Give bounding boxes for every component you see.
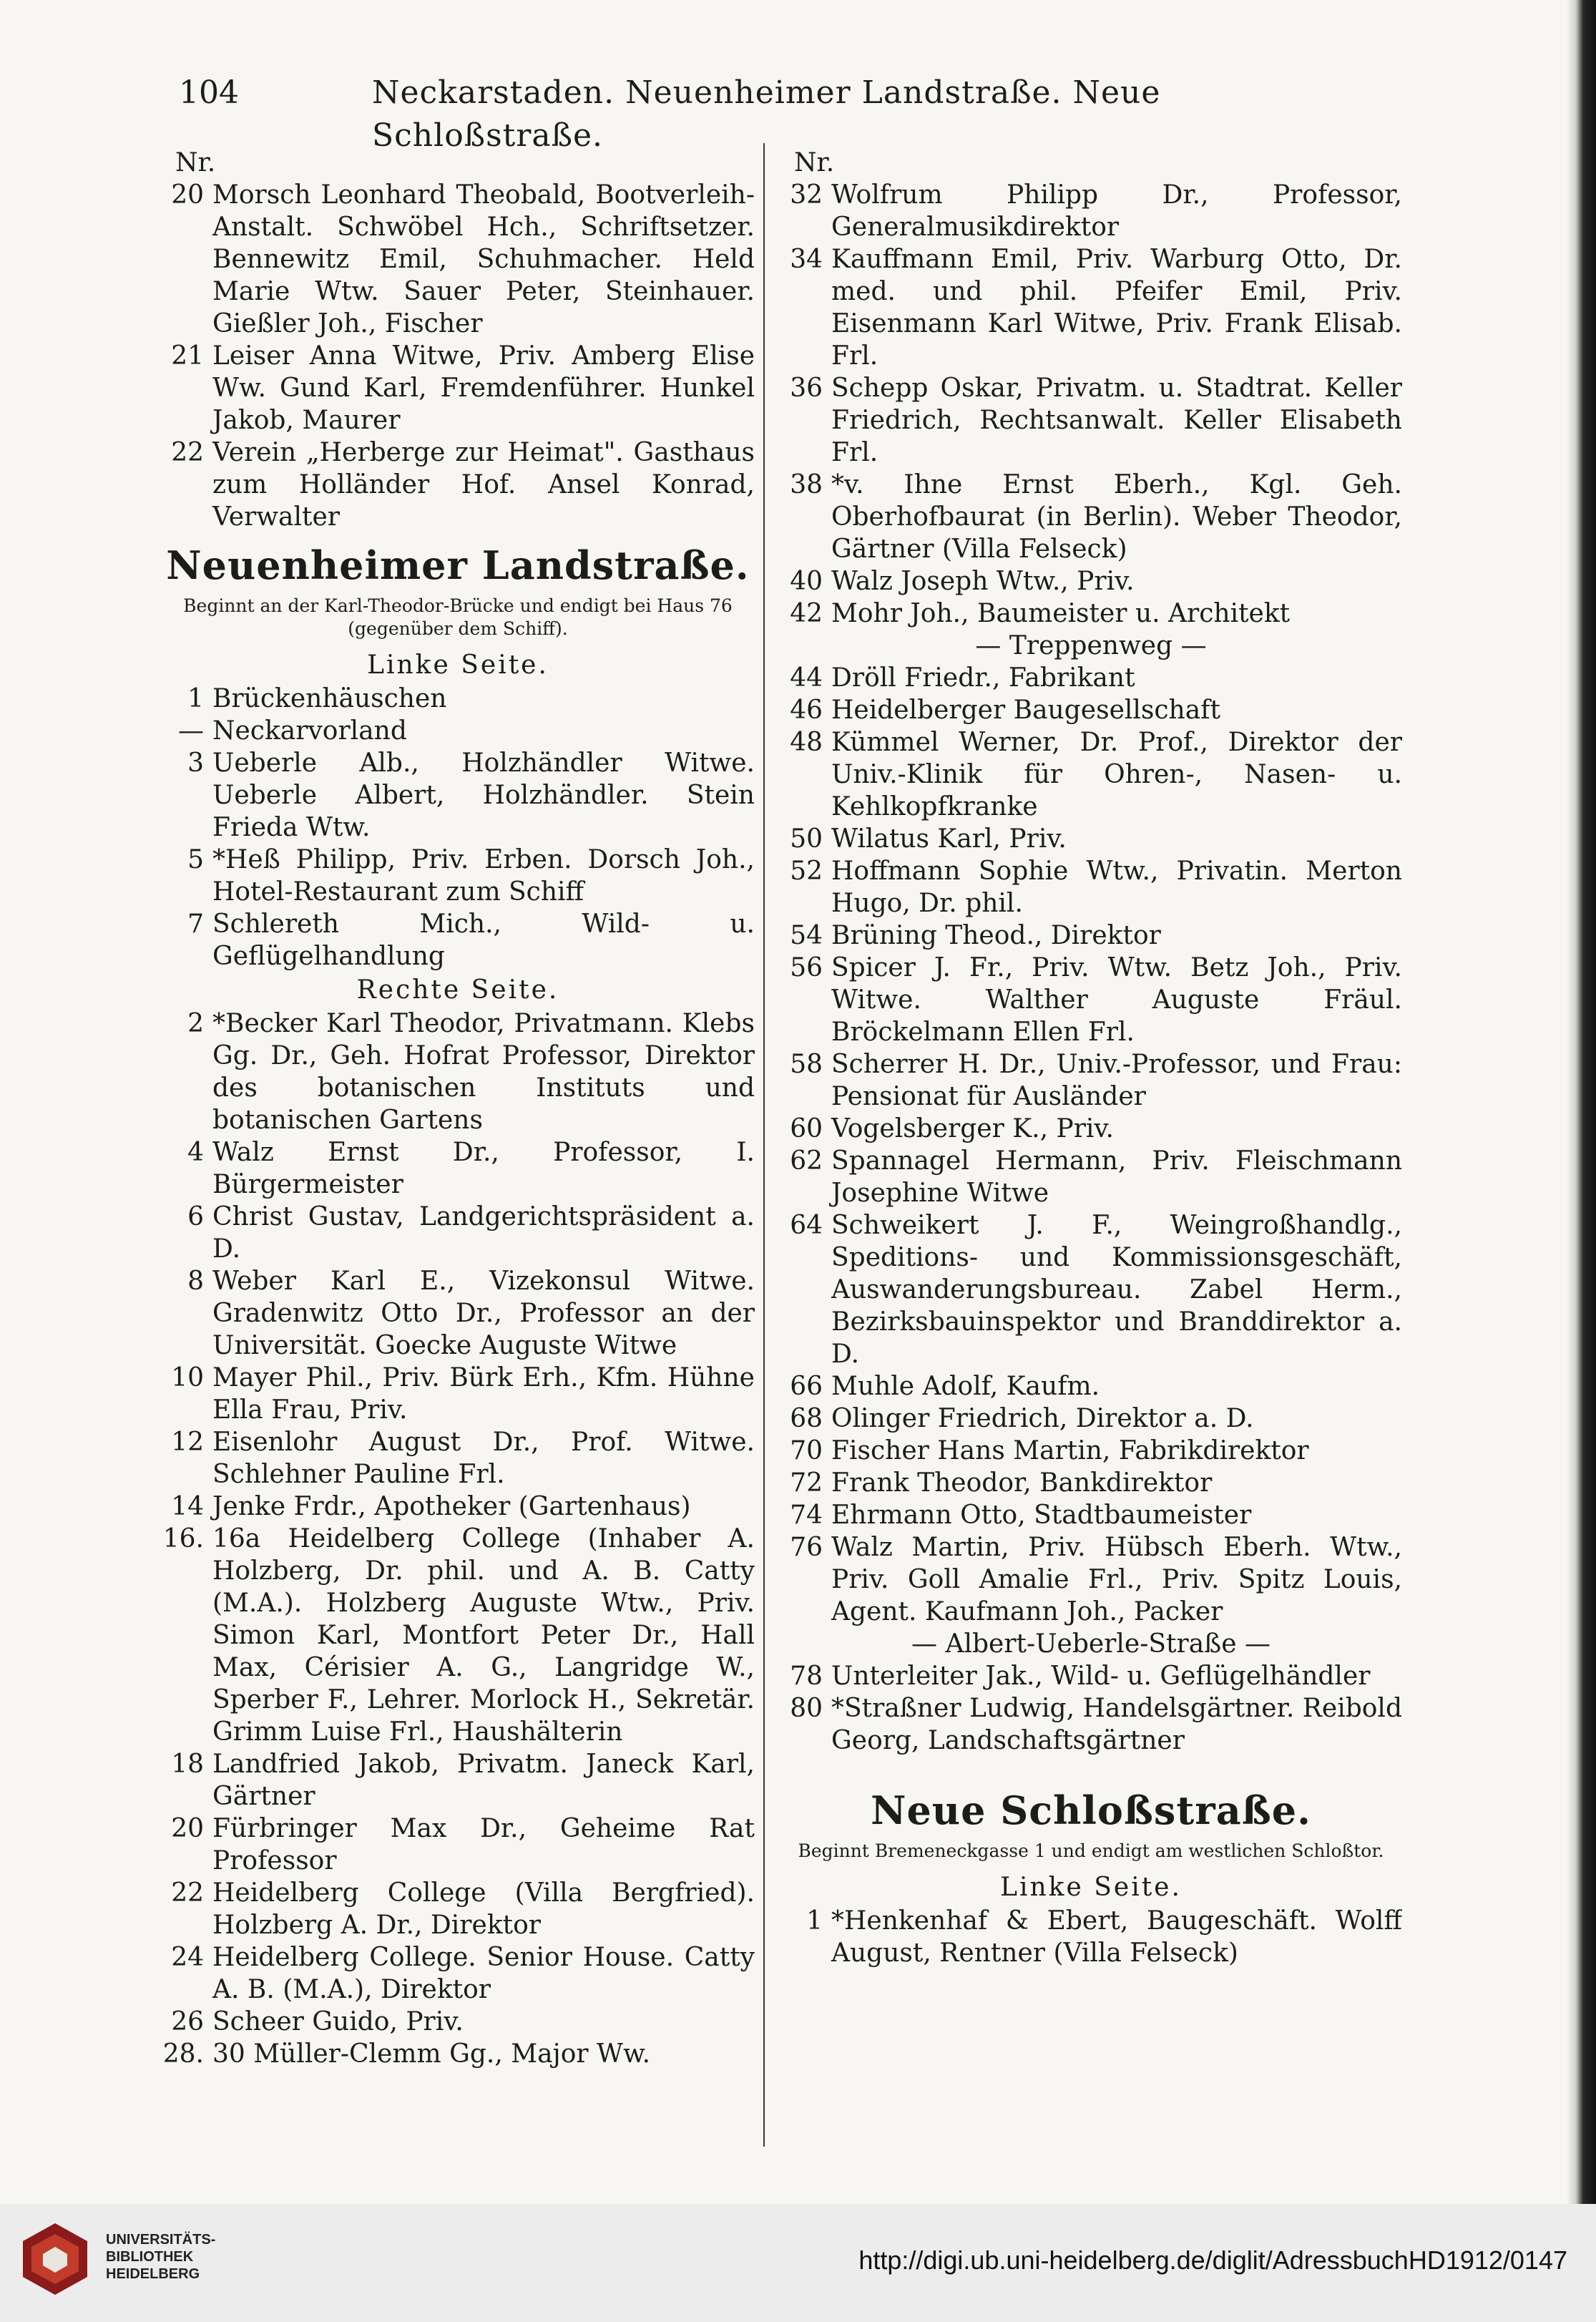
address-entry	[780, 243, 1402, 372]
address-entry	[161, 683, 755, 715]
house-number: 12	[171, 1428, 204, 1457]
residents-text: Wilatus Karl, Priv.	[831, 824, 1067, 854]
address-entry	[780, 372, 1402, 469]
house-number: 20	[171, 180, 204, 210]
house-number: —	[178, 716, 204, 746]
address-entry	[161, 2006, 755, 2038]
house-number: 62	[790, 1146, 823, 1176]
address-entry	[780, 1113, 1402, 1145]
house-number: 80	[790, 1694, 823, 1723]
house-number: 58	[790, 1050, 823, 1079]
house-number: 78	[790, 1662, 823, 1691]
house-number: 36	[790, 374, 823, 403]
house-number: 3	[187, 748, 204, 778]
residents-text: 30 Müller-Clemm Gg., Major Ww.	[212, 2039, 651, 2069]
residents-text: Brüning Theod., Direktor	[831, 921, 1161, 950]
address-entry	[161, 747, 755, 844]
residents-text: Schweikert J. F., Weingroßhandlg., Speditions- und Kommissionsgeschäft, Auswanderungsbureau. Zabel Herm., Bezirksbauinspektor und Branddirektor a. D.	[831, 1211, 1402, 1369]
house-number: 64	[790, 1211, 823, 1240]
address-entry	[161, 340, 755, 436]
address-entry	[161, 1941, 755, 2006]
residents-text: Hoffmann Sophie Wtw., Privatin. Merton Hugo, Dr. phil.	[831, 857, 1402, 918]
house-number: 72	[790, 1468, 823, 1498]
residents-text: Mohr Joh., Baumeister u. Architekt	[831, 599, 1291, 628]
library-name-line: BIBLIOTHEK	[106, 2249, 194, 2265]
residents-text: Morsch Leonhard Theobald, Bootverleih-Anstalt. Schwöbel Hch., Schriftsetzer. Bennewitz Emil, Schuhmacher. Held Marie Wtw. Sauer Peter, Steinhauer. Gießler Joh., Fischer	[212, 180, 755, 338]
address-entry	[161, 844, 755, 908]
address-entry	[780, 823, 1402, 855]
residents-text: Schepp Oskar, Privatm. u. Stadtrat. Keller Friedrich, Rechtsanwalt. Keller Elisabeth Frl.	[831, 374, 1402, 467]
house-number: 26	[171, 2007, 204, 2036]
residents-text: Dröll Friedr., Fabrikant	[831, 663, 1135, 693]
running-title: Neckarstaden. Neuenheimer Landstraße. Neue Schloßstraße.	[372, 74, 1161, 154]
page-header	[179, 72, 1195, 154]
residents-text: 16a Heidelberg College (Inhaber A. Holzberg, Dr. phil. und A. B. Catty (M.A.). Holzberg Auguste Wtw., Priv. Simon Karl, Montfort Peter Dr., Hall Max, Cérisier A. G., Langridge W., Sperber F., Lehrer. Morlock H., Sekretär. Grimm Luise Frl., Haushälterin	[212, 1524, 755, 1747]
residents-text: Neckarvorland	[212, 716, 407, 746]
nr-label: Nr.	[175, 148, 216, 177]
nr-label: Nr.	[794, 148, 835, 177]
house-number: 60	[790, 1114, 823, 1143]
address-entry	[780, 469, 1402, 565]
residents-text: Unterleiter Jak., Wild- u. Geflügelhändler	[831, 1662, 1371, 1691]
address-entry	[780, 1209, 1402, 1370]
residents-text: Frank Theodor, Bankdirektor	[831, 1468, 1213, 1498]
address-entry	[161, 1877, 755, 1941]
residents-text: Christ Gustav, Landgerichtspräsident a. D.	[212, 1202, 755, 1264]
source-url-link[interactable]: http://digi.ub.uni-heidelberg.de/diglit/AdressbuchHD1912/0147	[858, 2245, 1567, 2275]
house-number: 76	[790, 1533, 823, 1562]
library-name-line: HEIDELBERG	[106, 2266, 200, 2282]
side-label-left: Linke Seite.	[367, 650, 549, 680]
house-number: 22	[171, 1878, 204, 1908]
residents-text: Schlereth Mich., Wild- u. Geflügelhandlung	[212, 909, 755, 971]
house-number: 6	[187, 1202, 204, 1231]
house-number: 66	[790, 1372, 823, 1401]
house-number: 74	[790, 1501, 823, 1530]
address-entry	[780, 1531, 1402, 1628]
library-name-line: UNIVERSITÄTS-	[106, 2232, 216, 2248]
entry-list	[780, 1660, 1402, 1757]
section-title-neue-schlossstrasse: Neue Schloßstraße.	[871, 1787, 1311, 1833]
residents-text: Heidelberger Baugesellschaft	[831, 696, 1220, 725]
residents-text: Spicer J. Fr., Priv. Wtw. Betz Joh., Priv. Witwe. Walther Auguste Fräul. Bröckelmann Ellen Frl.	[831, 953, 1402, 1047]
column-divider	[763, 143, 765, 2147]
residents-text: Vogelsberger K., Priv.	[831, 1114, 1114, 1143]
residents-text: Walz Joseph Wtw., Priv.	[831, 567, 1135, 596]
address-entry	[780, 1499, 1402, 1531]
residents-text: *Heß Philipp, Priv. Erben. Dorsch Joh., Hotel-Restaurant zum Schiff	[212, 845, 755, 907]
residents-text: Scherrer H. Dr., Univ.-Professor, und Frau: Pensionat für Ausländer	[831, 1050, 1402, 1111]
address-entry	[780, 179, 1402, 243]
house-number: 22	[171, 438, 204, 467]
address-entry	[161, 1813, 755, 1877]
address-entry	[780, 1145, 1402, 1209]
residents-text: Heidelberg College. Senior House. Catty A. B. (M.A.), Direktor	[212, 1943, 755, 2004]
house-number: 48	[790, 728, 823, 757]
house-number: 54	[790, 921, 823, 950]
book-spine-edge	[1567, 0, 1596, 2204]
address-entry	[780, 855, 1402, 919]
residents-text: Walz Ernst Dr., Professor, I. Bürgermeister	[212, 1138, 755, 1199]
entry-list	[161, 179, 755, 533]
residents-text: Landfried Jakob, Privatm. Janeck Karl, Gärtner	[212, 1750, 755, 1811]
address-entry	[780, 694, 1402, 726]
address-entry	[161, 179, 755, 340]
house-number: 7	[187, 909, 204, 939]
residents-text: Fürbringer Max Dr., Geheime Rat Professor	[212, 1814, 755, 1875]
left-column	[161, 147, 755, 2150]
residents-text: Kümmel Werner, Dr. Prof., Direktor der Univ.-Klinik für Ohren-, Nasen- u. Kehlkopfkranke	[831, 728, 1402, 821]
house-number: 40	[790, 567, 823, 596]
address-entry	[161, 1136, 755, 1201]
residents-text: Scheer Guido, Priv.	[212, 2007, 464, 2036]
house-number: 34	[790, 245, 823, 274]
address-entry	[161, 1008, 755, 1136]
residents-text: Brückenhäuschen	[212, 684, 447, 713]
page-number: 104	[179, 74, 239, 111]
address-entry	[161, 1748, 755, 1813]
residents-text: Walz Martin, Priv. Hübsch Eberh. Wtw., Priv. Goll Amalie Frl., Priv. Spitz Louis, Agent. Kaufmann Joh., Packer	[831, 1533, 1402, 1626]
house-number: 2	[187, 1009, 204, 1038]
address-entry	[780, 1048, 1402, 1113]
house-number: 70	[790, 1436, 823, 1465]
entry-list	[161, 1008, 755, 2070]
house-number: 28.	[162, 2039, 204, 2069]
address-entry	[780, 1467, 1402, 1499]
residents-text: Leiser Anna Witwe, Priv. Amberg Elise Ww. Gund Karl, Fremdenführer. Hunkel Jakob, Maurer	[212, 341, 755, 435]
house-number: 10	[171, 1363, 204, 1392]
address-entry	[161, 1362, 755, 1426]
address-entry	[161, 2038, 755, 2070]
house-number: 8	[187, 1267, 204, 1296]
residents-text: *v. Ihne Ernst Eberh., Kgl. Geh. Oberhofbaurat (in Berlin). Weber Theodor, Gärtner (Villa Felseck)	[831, 470, 1402, 564]
residents-text: Ehrmann Otto, Stadtbaumeister	[831, 1501, 1252, 1530]
right-column	[780, 147, 1402, 2150]
address-entry	[161, 1491, 755, 1523]
house-number: 5	[187, 845, 204, 874]
side-label-left: Linke Seite.	[1000, 1873, 1182, 1902]
residents-text: Verein „Herberge zur Heimat". Gasthaus zum Holländer Hof. Ansel Konrad, Verwalter	[212, 438, 755, 532]
residents-text: Heidelberg College (Villa Bergfried). Holzberg A. Dr., Direktor	[212, 1878, 755, 1940]
address-entry	[161, 1426, 755, 1491]
house-number: 14	[171, 1492, 204, 1521]
address-entry	[780, 1403, 1402, 1435]
address-entry	[161, 1201, 755, 1265]
residents-text: *Henkenhaf & Ebert, Baugeschäft. Wolff August, Rentner (Villa Felseck)	[831, 1906, 1402, 1968]
residents-text: *Becker Karl Theodor, Privatmann. Klebs Gg. Dr., Geh. Hofrat Professor, Direktor des botanischen Instituts und botanischen Gartens	[212, 1009, 755, 1135]
house-number: 52	[790, 857, 823, 886]
residents-text: Spannagel Hermann, Priv. Fleischmann Josephine Witwe	[831, 1146, 1402, 1208]
address-entry	[780, 597, 1402, 630]
house-number: 50	[790, 824, 823, 854]
residents-text: Ueberle Alb., Holzhändler Witwe. Ueberle Albert, Holzhändler. Stein Frieda Wtw.	[212, 748, 755, 842]
address-entry	[780, 1692, 1402, 1757]
residents-text: Kauffmann Emil, Priv. Warburg Otto, Dr. med. und phil. Pfeifer Emil, Priv. Eisenmann Karl Witwe, Priv. Frank Elisab. Frl.	[831, 245, 1402, 371]
house-number: 20	[171, 1814, 204, 1843]
house-number: 1	[806, 1906, 823, 1936]
residents-text: Eisenlohr August Dr., Prof. Witwe. Schlehner Pauline Frl.	[212, 1428, 755, 1489]
address-entry	[780, 952, 1402, 1048]
house-number: 16.	[162, 1524, 204, 1553]
house-number: 56	[790, 953, 823, 982]
entry-list	[780, 1905, 1402, 1969]
address-entry	[780, 565, 1402, 597]
footer-bar	[0, 2204, 1596, 2322]
address-entry	[780, 726, 1402, 823]
house-number: 4	[187, 1138, 204, 1167]
cross-street-albert-ueberle: — Albert-Ueberle-Straße —	[911, 1629, 1271, 1659]
residents-text: Olinger Friedrich, Direktor a. D.	[831, 1404, 1254, 1433]
address-entry	[161, 436, 755, 533]
section-description: Beginnt Bremeneckgasse 1 und endigt am westlichen Schloßtor.	[798, 1840, 1384, 1861]
house-number: 44	[790, 663, 823, 693]
address-entry	[161, 715, 755, 747]
address-entry	[780, 1435, 1402, 1467]
section-title-neuenheimer-landstrasse: Neuenheimer Landstraße.	[166, 542, 750, 588]
address-entry	[161, 1265, 755, 1362]
cross-street-treppenweg: — Treppenweg —	[975, 631, 1207, 660]
house-number: 21	[171, 341, 204, 371]
address-entry	[161, 908, 755, 972]
house-number: 68	[790, 1404, 823, 1433]
address-entry	[161, 1523, 755, 1748]
house-number: 38	[790, 470, 823, 499]
house-number: 24	[171, 1943, 204, 1972]
house-number: 18	[171, 1750, 204, 1779]
residents-text: *Straßner Ludwig, Handelsgärtner. Reibold Georg, Landschaftsgärtner	[831, 1694, 1402, 1755]
residents-text: Fischer Hans Martin, Fabrikdirektor	[831, 1436, 1309, 1465]
address-entry	[780, 1905, 1402, 1969]
address-entry	[780, 1370, 1402, 1403]
entry-list	[780, 179, 1402, 630]
address-entry	[780, 919, 1402, 952]
side-label-right: Rechte Seite.	[356, 975, 559, 1005]
house-number: 42	[790, 599, 823, 628]
residents-text: Weber Karl E., Vizekonsul Witwe. Gradenwitz Otto Dr., Professor an der Universität. Goecke Auguste Witwe	[212, 1267, 755, 1360]
entry-list	[161, 683, 755, 972]
section-description: Beginnt an der Karl-Theodor-Brücke und endigt bei Haus 76 (gegenüber dem Schiff).	[183, 595, 733, 639]
entry-list	[780, 662, 1402, 1628]
address-entry	[780, 662, 1402, 694]
residents-text: Wolfrum Philipp Dr., Professor, Generalmusikdirektor	[831, 180, 1402, 242]
house-number: 1	[187, 684, 204, 713]
university-seal-icon	[16, 2220, 94, 2298]
house-number: 32	[790, 180, 823, 210]
residents-text: Muhle Adolf, Kaufm.	[831, 1372, 1100, 1401]
residents-text: Mayer Phil., Priv. Bürk Erh., Kfm. Hühne Ella Frau, Priv.	[212, 1363, 755, 1425]
residents-text: Jenke Frdr., Apotheker (Gartenhaus)	[212, 1492, 691, 1521]
library-name	[106, 2231, 292, 2283]
house-number: 46	[790, 696, 823, 725]
address-entry	[780, 1660, 1402, 1692]
